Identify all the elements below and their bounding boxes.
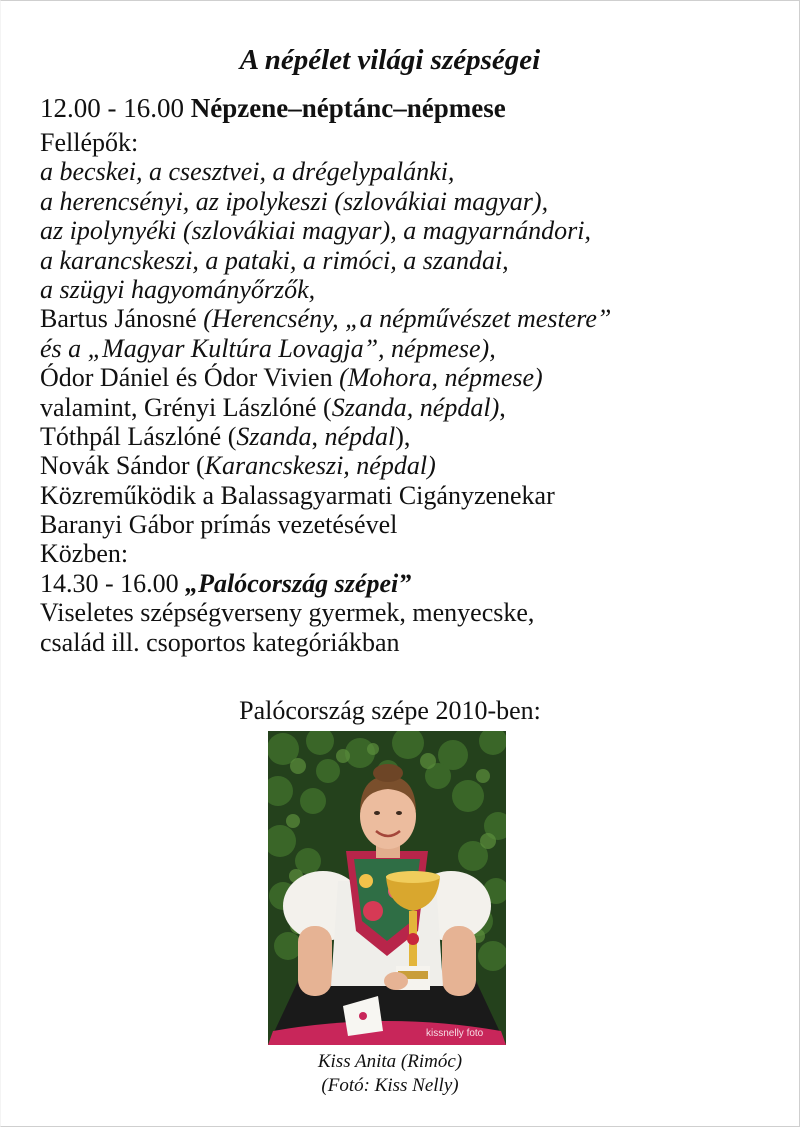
performer-name: valamint, Grényi Lászlóné ( [40,392,332,422]
performer-name: Tóthpál Lászlóné ( [40,421,237,451]
caption-credit: (Fotó: Kiss Nelly) [321,1075,459,1096]
winner-photo [268,731,506,1045]
contest-description: Viseletes szépségverseny gyermek, menyecske, [40,598,535,628]
performers-label: Fellépők: [40,128,139,157]
punctuation: , [311,421,325,451]
groups-line: a herencsényi, az ipolykeszi (szlovákiai magyar), [40,186,549,216]
program-main-line [40,94,780,128]
performer-bartus [40,304,780,333]
contest-description: család ill. csoportos kategóriákban [40,627,400,657]
performer-name: Bartus Jánosné [40,304,197,334]
performer-grenyi [40,393,780,422]
meanwhile-label: Közben: [40,539,129,569]
program-text [40,94,780,657]
performer-odor [40,363,780,392]
program-contest-time: 14.30 - 16.00 [40,568,179,598]
photo-caption [0,1050,780,1098]
performer-tothpal [40,422,780,451]
winner-heading: Palócország szépe 2010-ben: [239,696,541,725]
performer-detail: Szanda, népdal) [331,392,500,422]
performer-genre: népdal [324,421,396,451]
groups-line: a karancskeszi, a pataki, a rimóci, a szandai, [40,245,509,275]
band-line: Baranyi Gábor prímás vezetésével [40,510,398,540]
performer-detail: (Herencsény, „a népművészet mestere” [203,304,612,334]
punctuation: , [499,392,506,422]
band-line: Közreműködik a Balassagyarmati Cigányzenekar [40,480,555,510]
caption-name: Kiss Anita (Rimóc) [317,1051,463,1072]
program-main-name: Népzene–néptánc–népmese [190,93,506,123]
punctuation: ), [395,421,411,451]
performer-place: Szanda [236,421,312,451]
performer-novak [40,451,780,480]
groups-line: az ipolynyéki (szlovákiai magyar), a magyarnándori, [40,216,591,246]
page-title: A népélet világi szépségei [239,44,541,76]
photo-watermark: kissnelly foto [426,1028,484,1039]
program-contest-line [40,569,780,598]
performer-detail: Karancskeszi, népdal) [204,451,436,481]
performer-name: Ódor Dániel és Ódor Vivien [40,363,333,393]
groups-line: a szügyi hagyományőrzők, [40,274,316,304]
performer-bartus-detail: és a „Magyar Kultúra Lovagja”, népmese), [40,333,496,363]
program-contest-name: „Palócország szépei” [185,568,412,598]
groups-line: a becskei, a csesztvei, a drégelypalánki, [40,157,455,187]
program-main-time: 12.00 - 16.00 [40,93,184,123]
performer-detail: (Mohora, népmese) [339,363,543,393]
performer-name: Novák Sándor ( [40,451,205,481]
